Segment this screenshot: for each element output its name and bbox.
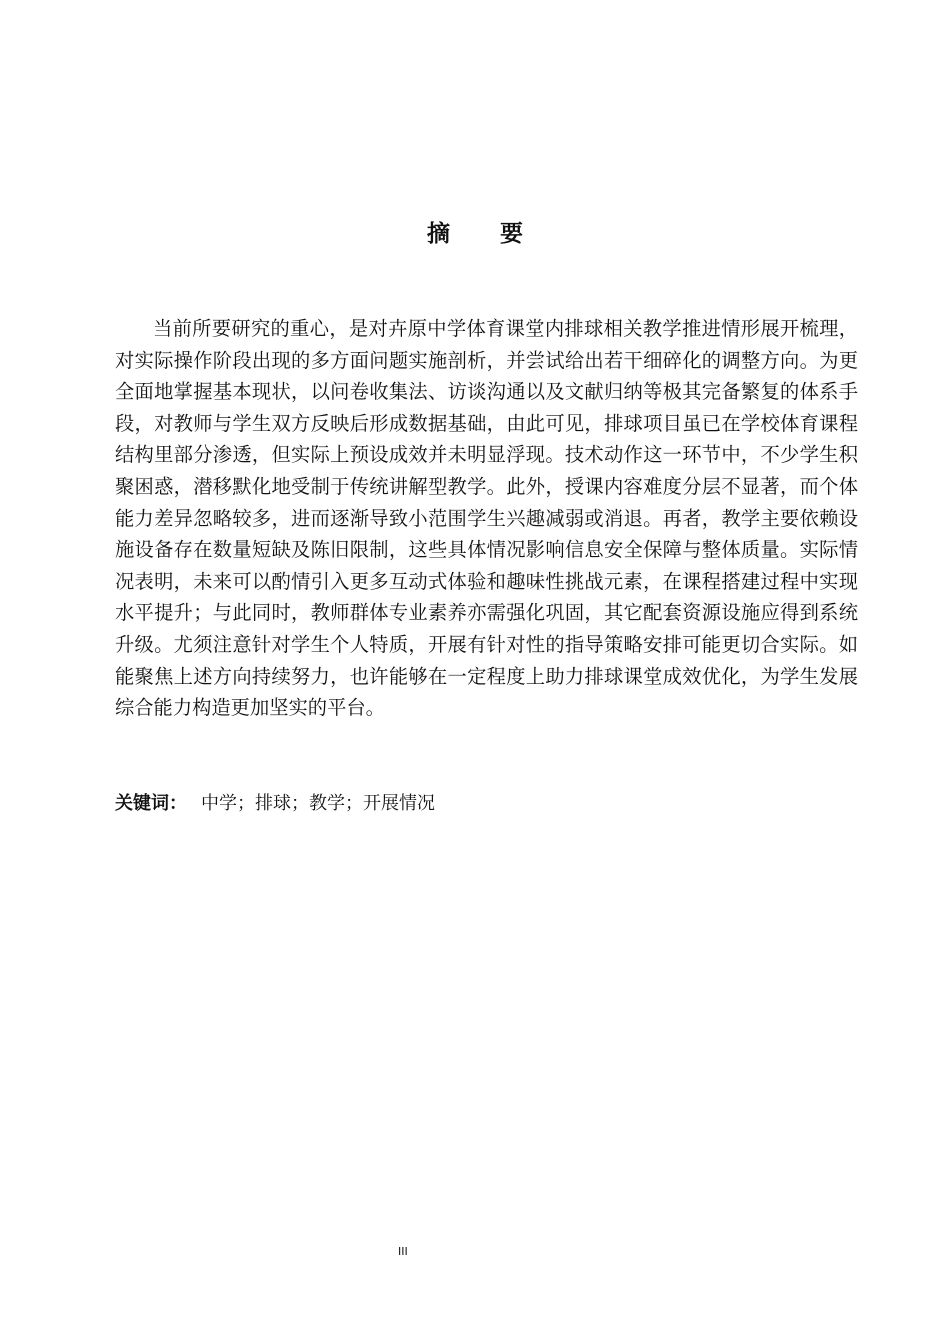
- keywords-label: 关键词：: [115, 793, 187, 814]
- abstract-line: 施设备存在数量短缺及陈旧限制，这些具体情况影响信息安全保障与整体质量。实际情: [115, 538, 858, 562]
- abstract-line: 当前所要研究的重心，是对卉原中学体育课堂内排球相关教学推进情形展开梳理，: [153, 317, 858, 340]
- abstract-line: 能力差异忽略较多，进而逐渐导致小范围学生兴趣减弱或消退。再者，教学主要依赖设: [115, 506, 858, 530]
- abstract-line: 升级。尤须注意针对学生个人特质，开展有针对性的指导策略安排可能更切合实际。如: [115, 632, 858, 656]
- abstract-line: 水平提升；与此同时，教师群体专业素养亦需强化巩固，其它配套资源设施应得到系统: [115, 601, 858, 625]
- abstract-line: 聚困惑，潜移默化地受制于传统讲解型教学。此外，授课内容难度分层不显著，而个体: [115, 474, 858, 498]
- abstract-title-char-1: 摘: [427, 221, 450, 247]
- keywords: [115, 792, 435, 816]
- abstract-line: 能聚焦上述方向持续努力，也许能够在一定程度上助力排球课堂成效优化，为学生发展: [115, 664, 858, 688]
- page-number: III: [398, 1245, 408, 1258]
- abstract-title: [0, 215, 950, 248]
- abstract-line: 对实际操作阶段出现的多方面问题实施剖析，并尝试给出若干细碎化的调整方向。为更: [115, 348, 858, 372]
- abstract-line: 段，对教师与学生双方反映后形成数据基础，由此可见，排球项目虽已在学校体育课程: [115, 411, 858, 435]
- abstract-line: 全面地掌握基本现状，以问卷收集法、访谈沟通以及文献归纳等极其完备繁复的体系手: [115, 380, 858, 404]
- abstract-line: 结构里部分渗透，但实际上预设成效并未明显浮现。技术动作这一环节中，不少学生积: [115, 443, 858, 467]
- abstract-title-char-2: 要: [500, 221, 523, 247]
- abstract-body: [115, 313, 858, 724]
- abstract-line: 况表明，未来可以酌情引入更多互动式体验和趣味性挑战元素，在课程搭建过程中实现: [115, 569, 858, 593]
- keywords-value: 中学；排球；教学；开展情况: [201, 793, 435, 814]
- abstract-line: 综合能力构造更加坚实的平台。: [115, 696, 385, 720]
